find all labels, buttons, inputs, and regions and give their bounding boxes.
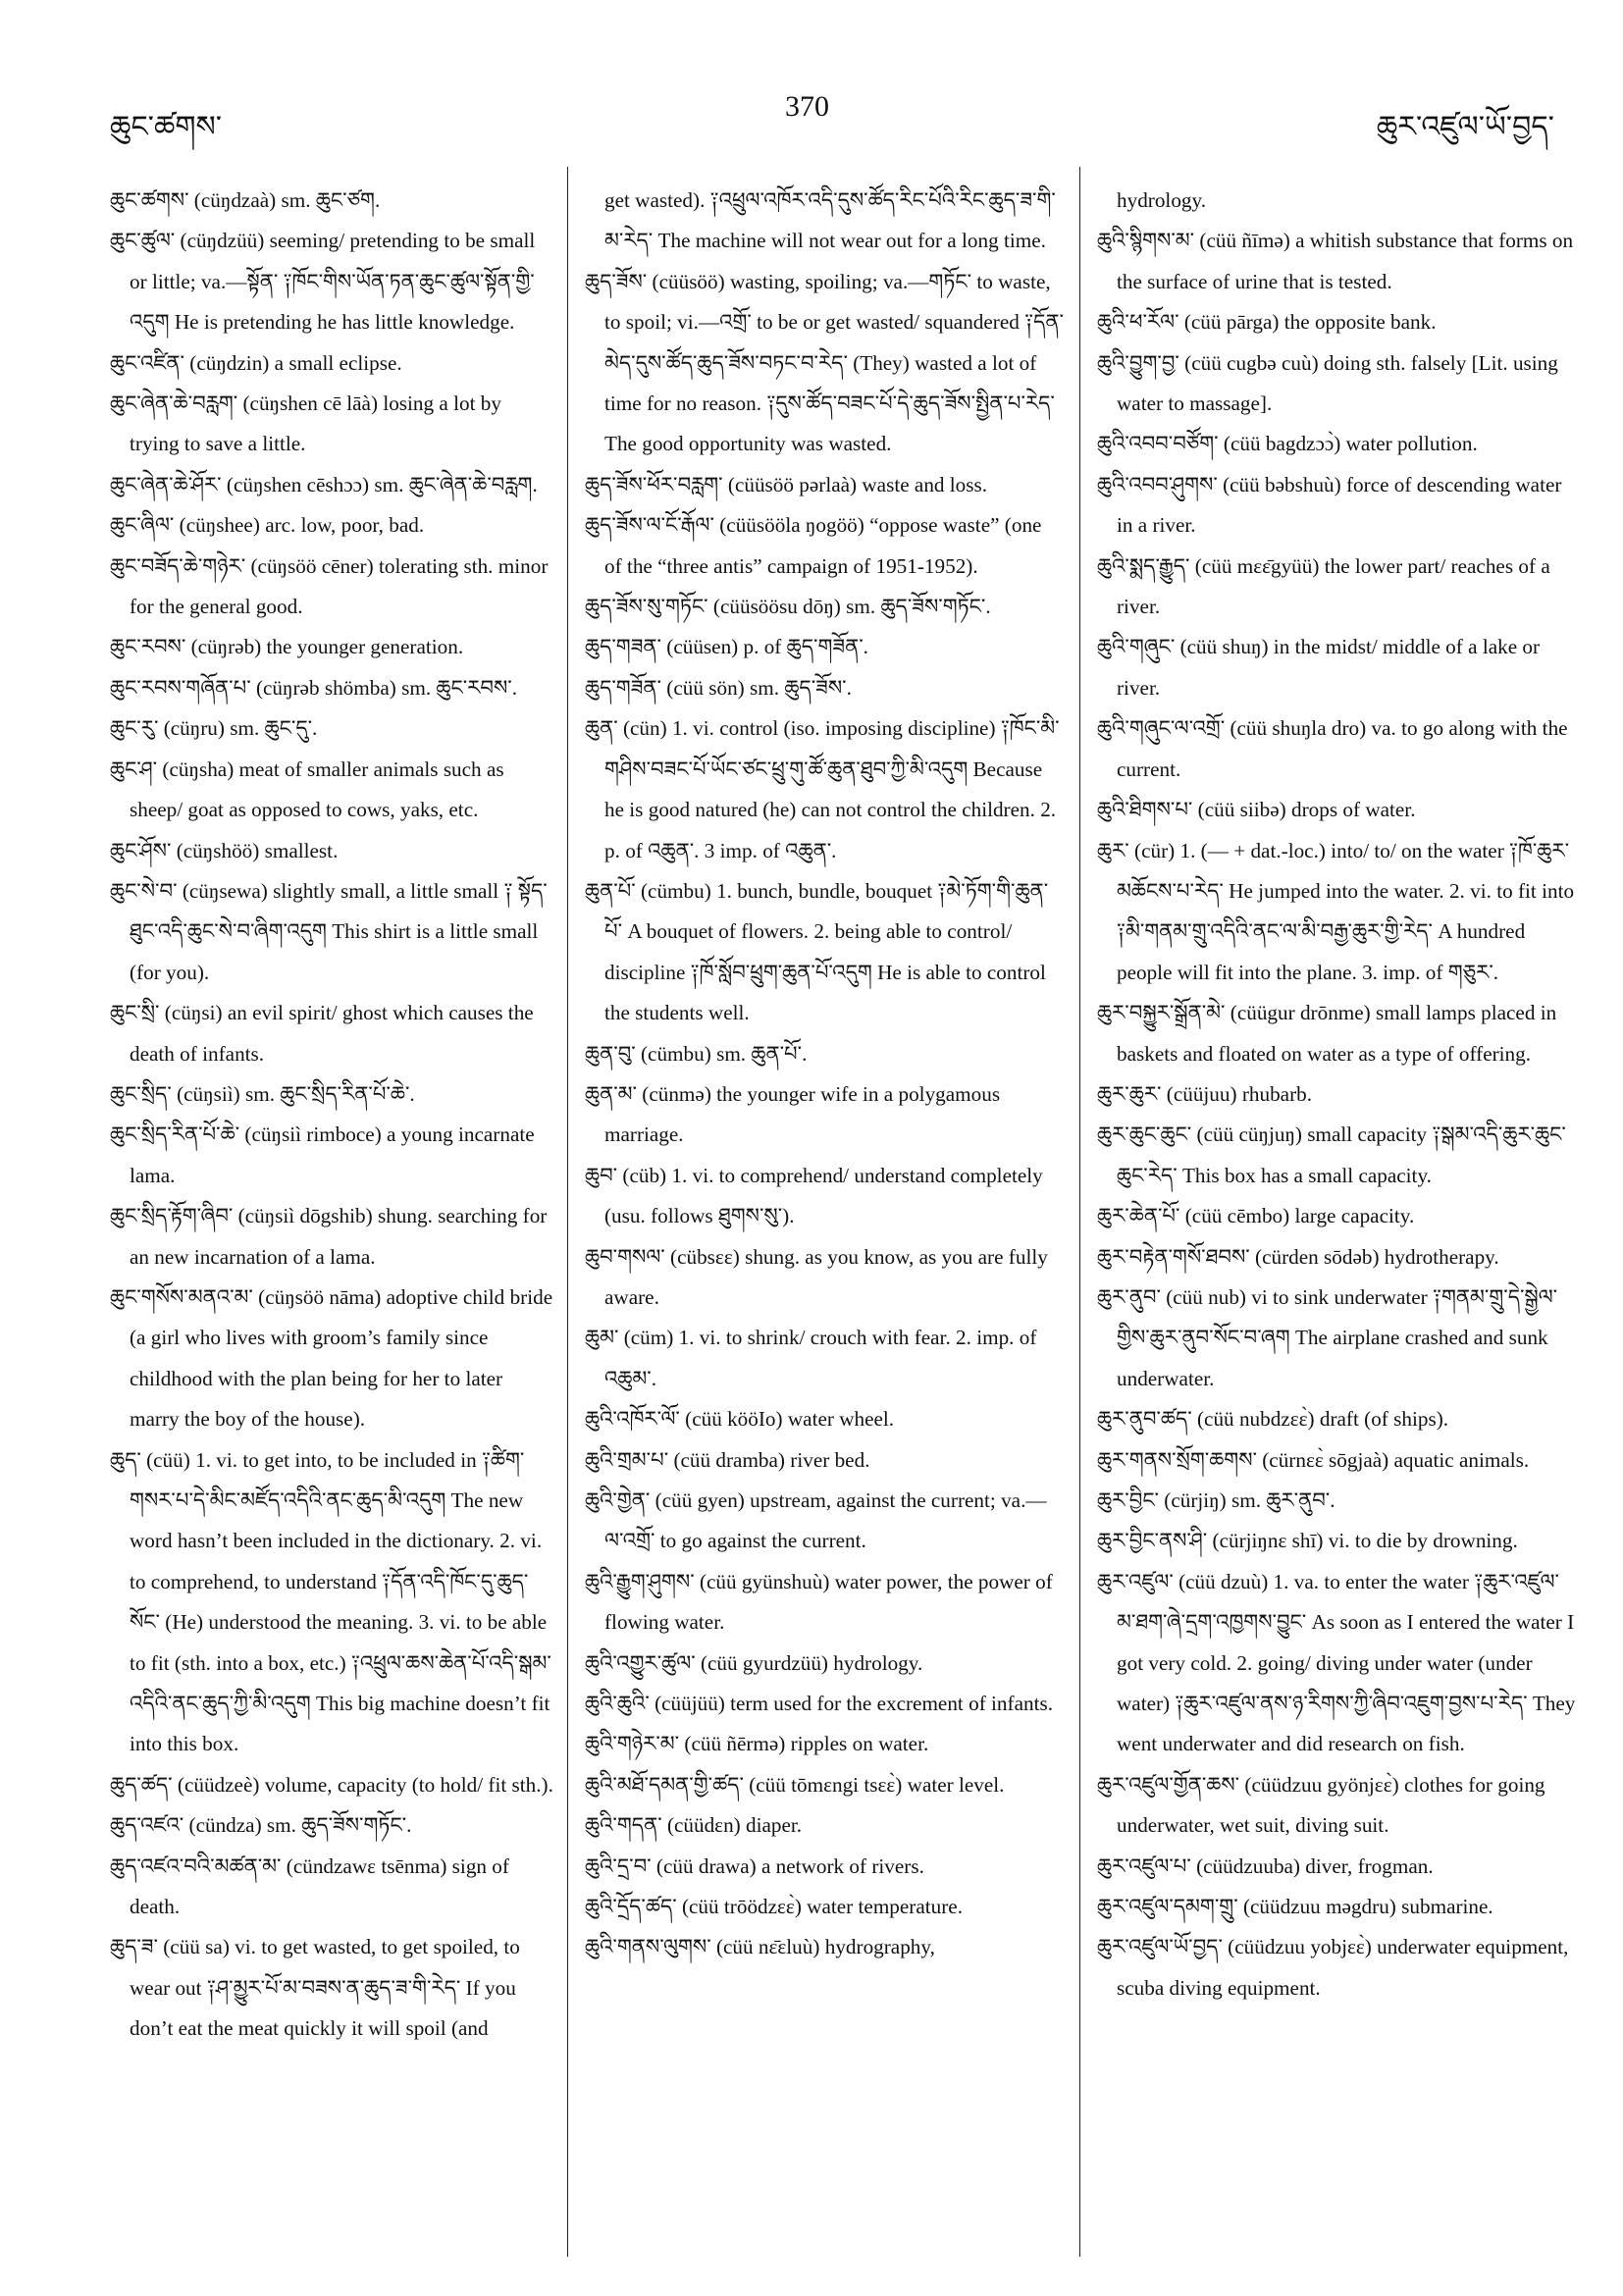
dictionary-entry: ཆུའི་གནས་ལུགས་ (cüü nɛ̄ɛluù) hydrography,: [585, 1935, 935, 1959]
dictionary-entry: ཆུའི་ཐིགས་པ་ (cüü siibə) drops of water.: [1097, 798, 1416, 822]
dictionary-entry: ཆུང་འཛིན་ (cüŋdzin) a small eclipse.: [110, 350, 402, 375]
dictionary-entry: ཆུའི་སྨད་རྒྱུད་ (cüü mɛɛ̄gyüü) the lower part/ reaches of a river.: [1097, 553, 1550, 619]
dictionary-entry: ཆུའི་ཕ་རོལ་ (cüü pārga) the opposite bank.: [1097, 310, 1437, 335]
dictionary-entry: ཆུའི་དྲ་བ་ (cüü drawa) a network of rivers.: [585, 1853, 924, 1878]
dictionary-entry: ཆུར་འཛུལ་ཡོ་བྱད་ (cüüdzuu yobjɛɛ̀) underwater equipment, scuba diving equipment.: [1097, 1935, 1569, 2000]
dictionary-entry: ཆུང་སྲིད་རིན་པོ་ཆེ་ (cüŋsiì rimboce) a young incarnate lama.: [110, 1122, 535, 1187]
column-left: [110, 181, 553, 2050]
dictionary-entry: ཆུར་ཆུར་ (cüüjuu) rhubarb.: [1097, 1081, 1313, 1106]
dictionary-entry: ཆུན་པོ་ (cümbu) 1. bunch, bundle, bouquet ༑མེ་ཏོག་གི་ཆུན་པོ་ A bouquet of flowers. 2. being able to control/ discipline ༑ཁོ་སློབ་ཕྲུག་ཆུན་པོ་འདུག He is able to control the students well.: [585, 878, 1049, 1025]
dictionary-entry: ཆུང་སེ་བ་ (cüŋsewa) slightly small, a little small ༑ སྟོད་ཐུང་འདི་ཆུང་སེ་བ་ཞིག་འདུག This shirt is a little small (for you).: [110, 878, 548, 984]
dictionary-entry: ཆུའི་གྱེན་ (cüü gyen) upstream, against the current; va.—ལ་འགྲོ་ to go against the current.: [585, 1488, 1047, 1553]
running-head-right: ཆུར་འཛུལ་ཡོ་བྱད་: [1376, 111, 1554, 143]
dictionary-entry: ཆུའི་སྙིགས་མ་ (cüü ñīmə) a whitish substance that forms on the surface of urine that is tested.: [1097, 229, 1574, 293]
dictionary-entry: ཆུང་རབས་ (cüŋrəb) the younger generation.: [110, 635, 464, 659]
dictionary-entry: ཆུང་སྲིད་ (cüŋsiì) sm. ཆུང་སྲིད་རིན་པོ་ཆེ་.: [110, 1081, 415, 1106]
dictionary-entry: ཆུང་གསོས་མནའ་མ་ (cüŋsöö nāma) adoptive child bride (a girl who lives with groom’s family since childhood with the plan being for her to later marry the boy of the house).: [110, 1284, 553, 1432]
dictionary-entry: ཆུའི་གཞུང་ (cüü shuŋ) in the midst/ middle of a lake or river.: [1097, 635, 1541, 700]
dictionary-entry: ཆུད་ (cüü) 1. vi. to get into, to be included in ༑ཚིག་གསར་པ་དེ་མིང་མཛོད་འདིའི་ནང་ཆུད་མི་འདུག The new word hasn’t been included in the dictionary. 2. vi. to comprehend, to understand ༑དོན་འདི་ཁོང་དུ་ཆུད་སོང་ (He) understood the meaning. 3. vi. to be able to fit (sth. into a box, etc.) ༑འཕྲུལ་ཆས་ཆེན་པོ་འདི་སྒམ་འདིའི་ནང་ཆུད་ཀྱི་མི་འདུག This big machine doesn’t fit into this box.: [110, 1447, 551, 1756]
dictionary-entry: ཆུའི་གཉེར་མ་ (cüü ñērmə) ripples on water.: [585, 1732, 929, 1756]
dictionary-entry: ཆུར་བྱིང་ (cürjiŋ) sm. ཆུར་ནུབ་.: [1097, 1488, 1335, 1512]
dictionary-entry: ཆུན་མ་ (cünmə) the younger wife in a polygamous marriage.: [585, 1081, 1001, 1147]
dictionary-entry: ཆུའི་གྲམ་པ་ (cüü dramba) river bed.: [585, 1447, 870, 1472]
dictionary-entry: ཆུང་ཤོས་ (cüŋshöö) smallest.: [110, 838, 339, 862]
dictionary-entry: ཆུར་འཛུལ་དམག་གྲུ་ (cüüdzuu məgdru) submarine.: [1097, 1895, 1493, 1919]
dictionary-entry: ཆུང་རབས་གཞོན་པ་ (cüŋrəb shömba) sm. ཆུང་རབས་.: [110, 675, 518, 700]
column-right: [1097, 181, 1578, 2009]
dictionary-entry: ཆུར་ནུབ་ཚད་ (cüü nubdzɛɛ̀) draft (of ships).: [1097, 1407, 1449, 1432]
dictionary-entry: ཆུང་བཟོད་ཆེ་གཉེར་ (cüŋsöö cēner) tolerating sth. minor for the general good.: [110, 553, 549, 619]
dictionary-entry: ཆུང་ཞེན་ཆེ་ཤོར་ (cüŋshen cēshɔɔ) sm. ཆུང་ཞེན་ཆེ་བརླག.: [110, 472, 538, 496]
dictionary-entry: ཆུང་སྲི་ (cüŋsi) an evil spirit/ ghost which causes the death of infants.: [110, 1001, 534, 1066]
column-divider: [1079, 167, 1080, 2257]
dictionary-entry: ཆུད་ཟོས་སུ་གཏོང་ (cüüsöösu dōŋ) sm. ཆུད་ཟོས་གཏོང་.: [585, 595, 991, 619]
dictionary-entry: ཆུད་གཟན་ (cüüsen) p. of ཆུད་གཟོན་.: [585, 635, 868, 659]
dictionary-entry: ཆུའི་ཆུའི་ (cüüjüü) term used for the excrement of infants.: [585, 1692, 1054, 1716]
dictionary-entry: ཆུད་འཛའ་ (cündza) sm. ཆུད་ཟོས་གཏོང་.: [110, 1813, 412, 1838]
dictionary-entry: ཆུར་ཆེན་པོ་ (cüü cēmbo) large capacity.: [1097, 1204, 1415, 1228]
column-middle: [585, 181, 1064, 1968]
dictionary-entry: ཆུང་ཞིལ་ (cüŋshee) arc. low, poor, bad.: [110, 513, 425, 538]
dictionary-entry: ཆུང་ཚགས་ (cüŋdzaà) sm. ཆུང་ཙག.: [110, 188, 381, 212]
dictionary-entry: ཆུན་བུ་ (cümbu) sm. ཆུན་པོ་.: [585, 1041, 808, 1066]
dictionary-entry: ཆུའི་མཐོ་དམན་གྱི་ཚད་ (cüü tōmɛngi tsɛɛ̀) water level.: [585, 1772, 1005, 1797]
dictionary-entry: ཆུང་ཞེན་ཆེ་བརླག་ (cüŋshen cē lāà) losing a lot by trying to save a little.: [110, 391, 501, 456]
dictionary-entry: ཆུད་ཟོས་ཕོར་བརླག་ (cüüsöö pərlaà) waste and loss.: [585, 472, 988, 496]
dictionary-entry: ཆུང་སྲིད་རྟོག་ཞིབ་ (cüŋsiì dōgshib) shung. searching for an new incarnation of a lama.: [110, 1204, 548, 1269]
running-head-left: ཆུང་ཚགས་: [110, 111, 222, 143]
dictionary-entry: ཆུད་གཟོན་ (cüü sön) sm. ཆུད་ཟོས་.: [585, 675, 852, 700]
dictionary-entry: ཆུའི་འབབ་ཤུགས་ (cüü bəbshuù) force of descending water in a river.: [1097, 472, 1562, 538]
dictionary-entry: ཆུར་ (cür) 1. (— + dat.-loc.) into/ to/ on the water ༑ཁོ་ཆུར་མཆོངས་པ་རེད་ He jumped into the water. 2. vi. to fit into ༑མི་གནམ་གྲུ་འདིའི་ནང་ལ་མི་བརྒྱ་ཆུར་གྱི་རེད་ A hundred people will fit into the plane. 3. imp. of གཅུར་.: [1097, 838, 1575, 984]
dictionary-entry: ཆུར་གནས་སྲོག་ཆགས་ (cürnɛɛ̀ sōgjaà) aquatic animals.: [1097, 1447, 1530, 1472]
dictionary-entry: ཆུར་ཆུང་ཆུང་ (cüü cüŋjuŋ) small capacity ༑སྒམ་འདི་ཆུར་ཆུང་ཆུང་རེད་ This box has a small capacity.: [1097, 1122, 1566, 1187]
dictionary-entry: ཆུར་བསྐྱུར་སྒྲོན་མེ་ (cüügur drōnme) small lamps placed in baskets and floated on water as a type of offering.: [1097, 1001, 1557, 1066]
dictionary-entry: ཆུར་འཛུལ་ (cüü dzuù) 1. va. to enter the water ༑ཆུར་འཛུལ་མ་ཐག་ཞེ་དྲག་འཁྱགས་བྱུང་ As soon as I entered the water I got very cold. 2. going/ diving under water (under water) ༑ཆུར་འཛུལ་ནས་ཉ་རིགས་ཀྱི་ཞིབ་འཇུག་བྱས་པ་རེད་ They went underwater and did research on fish.: [1097, 1569, 1576, 1756]
dictionary-entry: ཆུའི་གདན་ (cüüdɛn) diaper.: [585, 1813, 803, 1838]
dictionary-entry: ཆུད་ཟོས་ལ་ངོ་རྒོལ་ (cüüsööla ŋogöö) “oppose waste” (one of the “three antis” campaign of 1951-1952).: [585, 513, 1042, 578]
dictionary-entry: ཆུའི་གཞུང་ལ་འགྲོ་ (cüü shuŋla dro) va. to go along with the current.: [1097, 716, 1568, 781]
dictionary-entry: ཆུད་ཟ་ (cüü sa) vi. to get wasted, to get spoiled, to wear out ༑ཤ་མྱུར་པོ་མ་བཟས་ན་ཆུད་ཟ་གི་རེད་ If you don’t eat the meat quickly it will spoil (and: [110, 1935, 520, 2041]
dictionary-entry: ཆུན་ (cün) 1. vi. control (iso. imposing discipline) ༑ཁོང་མི་གཤིས་བཟང་པོ་ཡོང་ཙང་ཕྲུ་གུ་ཚོ་ཆུན་ཐུབ་ཀྱི་མི་འདུག Because he is good natured (he) can not control the children. 2. p. of འཆུན་. 3 imp. of འཆུན་.: [585, 716, 1060, 862]
dictionary-entry: ཆུའི་འབབ་བཙོག་ (cüü bagdzɔɔ̀) water pollution.: [1097, 432, 1478, 456]
dictionary-entry: ཆུར་འཛུལ་པ་ (cüüdzuuba) diver, frogman.: [1097, 1853, 1434, 1878]
dictionary-entry: ཆུང་རུ་ (cüŋru) sm. ཆུང་དུ་.: [110, 716, 318, 741]
dictionary-entry: ཆུའི་འགྱུར་ཚུལ་ (cüü gyurdzüü) hydrology.: [585, 1650, 923, 1675]
dictionary-entry: ཆུང་ཚུལ་ (cüŋdzüü) seeming/ pretending to be small or little; va.—སྟོན་ ༑ཁོང་གིས་ཡོན་ཏན་ཆུང་ཚུལ་སྟོན་གྱི་འདུག He is pretending he has little knowledge.: [110, 229, 536, 335]
dictionary-entry: ཆུང་ཤ་ (cüŋsha) meat of smaller animals such as sheep/ goat as opposed to cows, yaks, etc.: [110, 757, 504, 822]
dictionary-entry: ཆུབ་ (cüb) 1. vi. to comprehend/ understand completely (usu. follows ཐུགས་སུ་).: [585, 1163, 1043, 1228]
dictionary-entry: ཆུད་ཚད་ (cüüdzeè) volume, capacity (to hold/ fit sth.).: [110, 1772, 553, 1797]
dictionary-entry: get wasted). ༑འཕྲུལ་འཁོར་འདི་དུས་ཚོད་རིང་པོའི་རིང་ཆུད་ཟ་གི་མ་རེད་ The machine will not wear out for a long time.: [604, 188, 1056, 253]
dictionary-entry: ཆུར་ནུབ་ (cüü nub) vi to sink underwater ༑གནམ་གྲུ་དེ་སྒྱེལ་གྱིས་ཆུར་ནུབ་སོང་བ་ཞག The airplane crashed and sunk underwater.: [1097, 1284, 1558, 1390]
dictionary-entry: ཆུའི་དྲོད་ཚད་ (cüü trōödzɛɛ̀) water temperature.: [585, 1895, 963, 1919]
dictionary-entry: hydrology.: [1117, 188, 1207, 212]
dictionary-entry: ཆུབ་གསལ་ (cübsɛɛ) shung. as you know, as you are fully aware.: [585, 1244, 1048, 1309]
dictionary-entry: ཆུའི་འཁོར་ལོ་ (cüü kööIo) water wheel.: [585, 1407, 895, 1432]
page-number: 370: [785, 90, 829, 123]
dictionary-entry: ཆུད་འཛའ་བའི་མཚན་མ་ (cündzawɛ tsēnma) sign of death.: [110, 1853, 509, 1919]
dictionary-entry: ཆུའི་བྱུག་བྱ་ (cüü cugbə cuù) doing sth. falsely [Lit. using water to massage].: [1097, 350, 1558, 416]
dictionary-entry: ཆུམ་ (cüm) 1. vi. to shrink/ crouch with fear. 2. imp. of འཆུམ་.: [585, 1326, 1037, 1390]
dictionary-entry: ཆུར་བྱིང་ནས་ཤི་ (cürjiŋnɛ shī) vi. to die by drowning.: [1097, 1529, 1518, 1553]
column-divider: [567, 167, 568, 2257]
dictionary-entry: ཆུད་ཟོས་ (cüüsöö) wasting, spoiling; va.—གཏོང་ to waste, to spoil; vi.—འགྲོ་ to be or get wasted/ squandered ༑དོན་མེད་དུས་ཚོད་ཆུད་ཟོས་བཏང་བ་རེད་ (They) wasted a lot of time for no reason. ༑དུས་ཚོད་བཟང་པོ་དེ་ཆུད་ཟོས་སྤྱིན་པ་རེད་ The good opportunity was wasted.: [585, 269, 1064, 456]
dictionary-entry: ཆུར་འཛུལ་གྱོན་ཆས་ (cüüdzuu gyönjɛɛ̀) clothes for going underwater, wet suit, diving suit.: [1097, 1772, 1545, 1838]
dictionary-entry: ཆུར་བརྟེན་གསོ་ཐབས་ (cürden sōdəb) hydrotherapy.: [1097, 1244, 1499, 1269]
dictionary-entry: ཆུའི་རྒྱུག་ཤུགས་ (cüü gyünshuù) water power, the power of flowing water.: [585, 1569, 1053, 1635]
